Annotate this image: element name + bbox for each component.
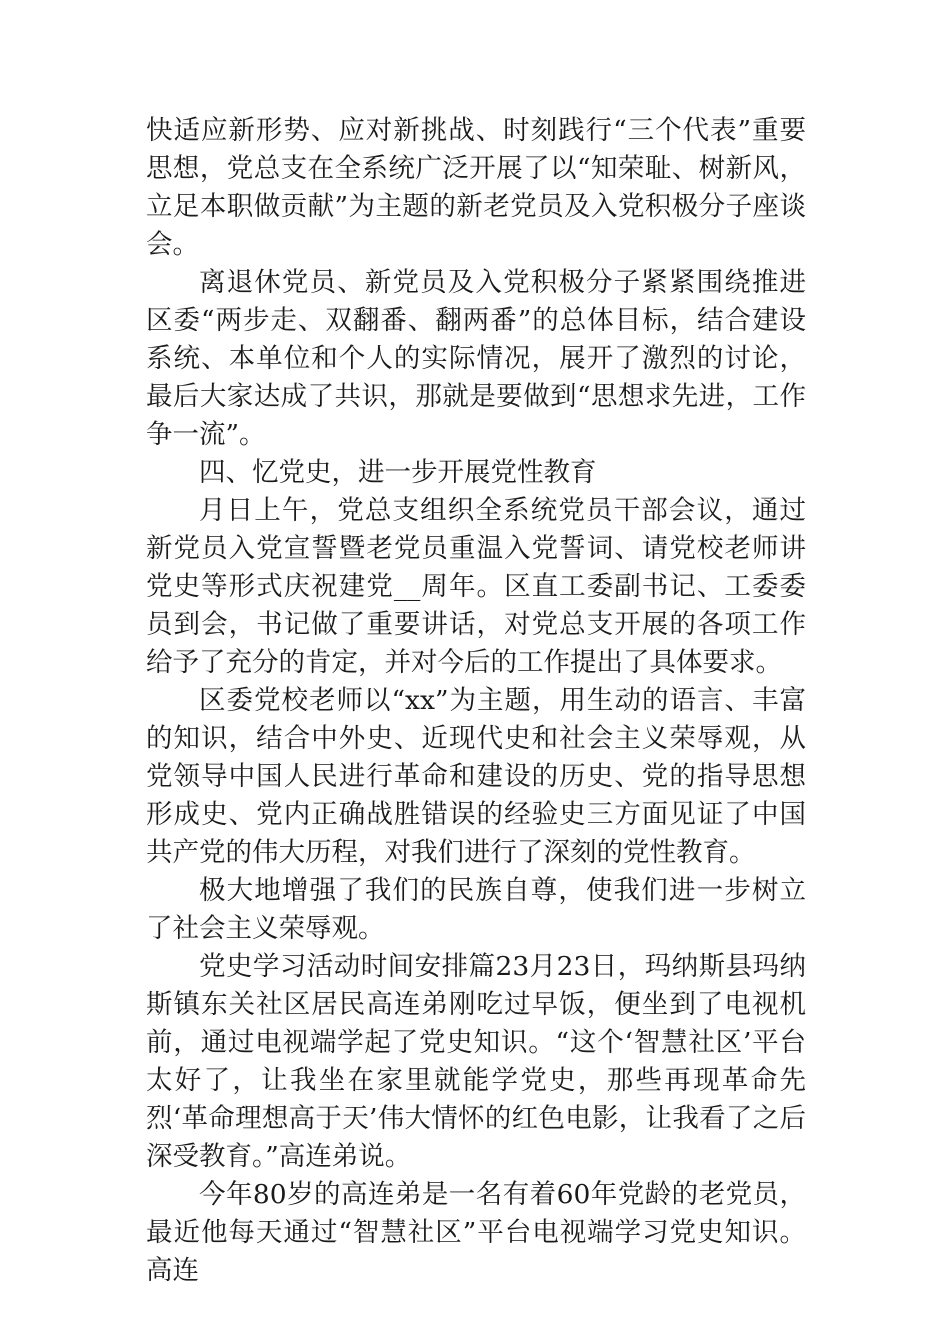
paragraph-1: 快适应新形势、应对新挑战、时刻践行“三个代表”重要思想，党总支在全系统广泛开展了以“知荣耻、树新风，立足本职做贡献”为主题的新老党员及入党积极分子座谈会。 bbox=[146, 115, 806, 260]
paragraph-3: 月日上午，党总支组织全系统党员干部会议，通过新党员入党宣誓暨老党员重温入党誓词、请党校老师讲党史等形式庆祝建党__周年。区直工委副书记、工委委员到会，书记做了重要讲话，对党总支开展的各项工作给予了充分的肯定，并对今后的工作提出了具体要求。 bbox=[146, 495, 806, 678]
paragraph-4: 区委党校老师以“xx”为主题，用生动的语言、丰富的知识，结合中外史、近现代史和社会主义荣辱观，从党领导中国人民进行革命和建设的历史、党的指导思想形成史、党内正确战胜错误的经验史三方面见证了中国共产党的伟大历程，对我们进行了深刻的党性教育。 bbox=[146, 685, 806, 868]
document-body bbox=[146, 112, 806, 1290]
paragraph-6: 党史学习活动时间安排篇23月23日，玛纳斯县玛纳斯镇东关社区居民高连弟刚吃过早饭，便坐到了电视机前，通过电视端学起了党史知识。“这个‘智慧社区’平台太好了，让我坐在家里就能学党史，那些再现革命先烈‘革命理想高于天’伟大情怀的红色电影，让我看了之后深受教育。”高连弟说。 bbox=[146, 951, 806, 1172]
paragraph-7: 今年80岁的高连弟是一名有着60年党龄的老党员，最近他每天通过“智慧社区”平台电视端学习党史知识。高连 bbox=[146, 1179, 806, 1286]
paragraph-2: 离退休党员、新党员及入党积极分子紧紧围绕推进区委“两步走、双翻番、翻两番”的总体目标，结合建设系统、本单位和个人的实际情况，展开了激烈的讨论，最后大家达成了共识，那就是要做到“思想求先进，工作争一流”。 bbox=[146, 267, 806, 450]
paragraph-5: 极大地增强了我们的民族自尊，使我们进一步树立了社会主义荣辱观。 bbox=[146, 875, 806, 944]
section-heading: 四、忆党史，进一步开展党性教育 bbox=[199, 457, 597, 488]
